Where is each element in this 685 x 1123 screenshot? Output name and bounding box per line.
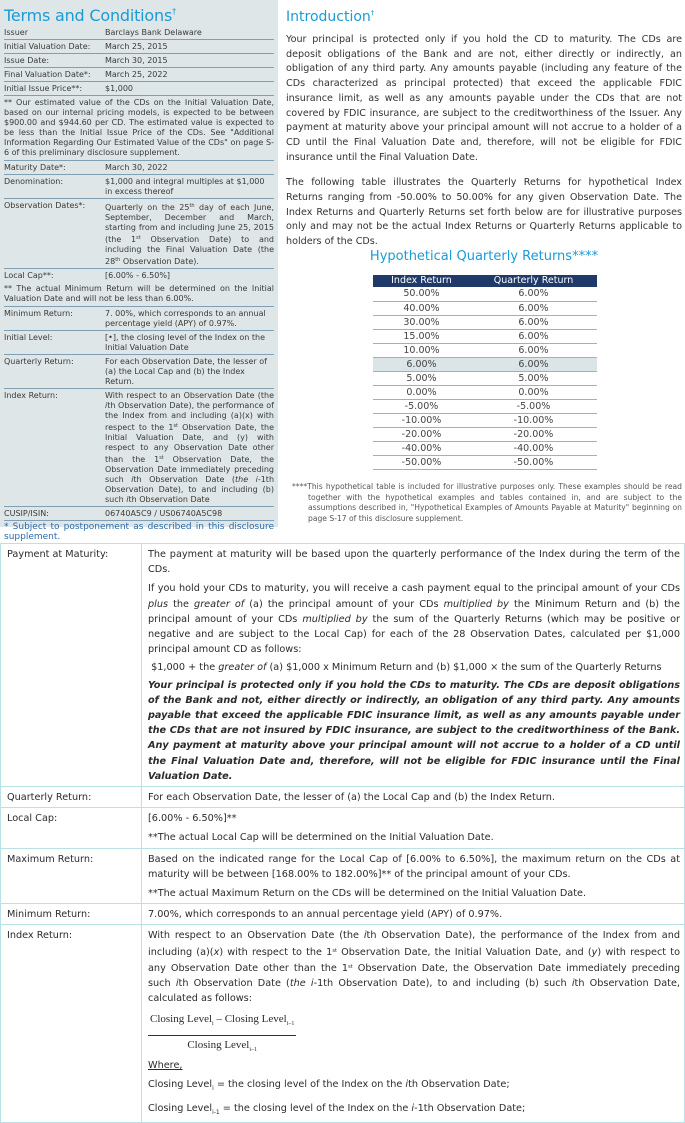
- index-return-formula: $\frac{Closing Level_i - Closing Level_{i-1}}{Closing Level_{i-1}}$: [150, 1013, 295, 1054]
- column-header-index-return: Index Return: [373, 275, 470, 287]
- terms-row: Issuer Barclays Bank Delaware: [4, 26, 274, 40]
- table-row: [373, 315, 597, 329]
- table-row: [373, 399, 597, 413]
- definition-closing-level-i: Closing Level$_i$ = the closing level of the Index on the ith Observation Date;: [148, 1079, 510, 1093]
- index-return-cell: 15.00%: [373, 329, 470, 343]
- quarterly-return-cell: 6.00%: [470, 301, 597, 315]
- index-return-cell: -50.00%: [373, 455, 470, 469]
- details-row-index-return: Index Return: With respect to an Observation Date (the ith Observation Date), the performance of the Index from and including (a)(x) with respect to the 1st Observation Date, the Initial Valuation Date, and (y) with respect to any Observation Date other than the 1st Observation Date, the Observation Date immediately preceding such ith Observation Date (the i-1th Observation Date), to and including (b) such ith Observation Date, calculated as follows: $\frac{Closing Level_i - Closing Level_{i-1}}{Closing Level_{i-1}}$ Where, Closing Level$_i$ = the closing level of the Index on the ith Observation Date; Closing Level$_{i-1}$ = the closing level of the Index on the i-1th Observation Date;: [1, 925, 685, 1122]
- terms-row-observation-dates: Observation Dates*: Quarterly on the 25th day of each June, September, December and March, starting from and including June 25, 2015 (the 1st Observation Date) to and including the Final Valuation Date (the 28th Observation Date).: [4, 199, 274, 269]
- introduction-section: [286, 4, 682, 250]
- table-row: [373, 301, 597, 315]
- index-return-cell: 6.00%: [373, 357, 470, 371]
- quarterly-return-cell: -5.00%: [470, 399, 597, 413]
- quarterly-return-cell: -20.00%: [470, 427, 597, 441]
- introduction-paragraph-2: The following table illustrates the Quarterly Returns for hypothetical Index Returns ranging from -50.00% to 50.00% for any given Observation Date. The Index Returns and Quarterly Returns set forth below are for illustrative purposes only and may not be the actual Index Returns or Quarterly Returns applicable to holders of the CDs.: [286, 177, 682, 248]
- terms-and-conditions-panel: [0, 0, 278, 542]
- table-row: [373, 329, 597, 343]
- table-row: [373, 413, 597, 427]
- terms-row: Initial Valuation Date: March 25, 2015: [4, 40, 274, 54]
- quarterly-return-cell: 6.00%: [470, 315, 597, 329]
- terms-row: Issue Date: March 30, 2015: [4, 54, 274, 68]
- quarterly-return-cell: -10.00%: [470, 413, 597, 427]
- terms-row-denomination: Denomination: $1,000 and integral multiples at $1,000 in excess thereof: [4, 175, 274, 199]
- index-return-cell: 50.00%: [373, 287, 470, 301]
- principal-protection-warning: Your principal is protected only if you hold the CDs to maturity. The CDs are deposit obligations of the Bank and not, either directly or indirectly, an obligation of any third party. Any amounts payable that exceed the applicable FDIC insurance limit, as well as any amounts payable under the CDs that are not insured by FDIC insurance, are subject to the creditworthiness of the Bank. Any payment at maturity above your principal amount will not accrue to a holder of a CD until the Final Valuation Date and, therefore, will not be eligible for FDIC insurance until the Final Valuation Date.: [148, 679, 680, 782]
- quarterly-return-cell: 0.00%: [470, 385, 597, 399]
- index-return-cell: -40.00%: [373, 441, 470, 455]
- table-row: [373, 371, 597, 385]
- index-return-cell: -5.00%: [373, 399, 470, 413]
- index-return-cell: 10.00%: [373, 343, 470, 357]
- details-row-quarterly-return: Quarterly Return: For each Observation Date, the lesser of (a) the Local Cap and (b) the Index Return.: [1, 787, 685, 808]
- hypothetical-returns-table: [373, 275, 597, 470]
- table-row: [373, 357, 597, 371]
- quarterly-return-cell: 6.00%: [470, 287, 597, 301]
- index-return-cell: -10.00%: [373, 413, 470, 427]
- quarterly-return-cell: -40.00%: [470, 441, 597, 455]
- table-row: [373, 427, 597, 441]
- index-return-cell: 30.00%: [373, 315, 470, 329]
- details-row-minimum-return: Minimum Return: 7.00%, which corresponds to an annual percentage yield (APY) of 0.97%.: [1, 904, 685, 925]
- details-row-local-cap: Local Cap: [6.00% - 6.50%]** **The actual Local Cap will be determined on the Initial Valuation Date.: [1, 808, 685, 848]
- terms-row-index-return: Index Return: With respect to an Observation Date (the ith Observation Date), the performance of the Index from and including (a)(x) with respect to the 1st Observation Date, the Initial Valuation Date, and (y) with respect to any Observation Date other than the 1st Observation Date, the Observation Date immediately preceding such ith Observation Date (the i-1th Observation Date), to and including (b) such ith Observation Date: [4, 389, 274, 507]
- hypothetical-table-title: Hypothetical Quarterly Returns****: [369, 249, 599, 264]
- quarterly-return-cell: 6.00%: [470, 343, 597, 357]
- details-row-maximum-return: Maximum Return: Based on the indicated range for the Local Cap of [6.00% to 6.50%], the maximum return on the CDs at maturity will be between [168.00% to 182.00%]** of the principal amount of your CDs. **The actual Maximum Return on the CDs will be determined on the Initial Valuation Date.: [1, 848, 685, 904]
- payment-formula: $1,000 + the greater of (a) $1,000 x Minimum Return and (b) $1,000 × the sum of the Quarterly Returns: [151, 662, 662, 674]
- definition-closing-level-i-1: Closing Level$_{i-1}$ = the closing level of the Index on the i-1th Observation Date;: [148, 1102, 526, 1116]
- index-return-cell: 40.00%: [373, 301, 470, 315]
- index-return-cell: 0.00%: [373, 385, 470, 399]
- terms-row-initial-level: Initial Level: [•], the closing level of the Index on the Initial Valuation Date: [4, 331, 274, 355]
- details-table: [0, 543, 685, 1123]
- index-return-cell: 5.00%: [373, 371, 470, 385]
- where-label: Where,: [148, 1060, 183, 1072]
- hypothetical-table-note: ****This hypothetical table is included for illustrative purposes only. These examples should be read together with the hypothetical examples and tables contained in, and are subject to the assumptions described in, "Hypothetical Examples of Amounts Payable at Maturity" beginning on page S-17 of this disclosure supplement.: [292, 482, 682, 523]
- introduction-paragraph-1: Your principal is protected only if you hold the CD to maturity. The CDs are deposit obligations of the Bank and are not, either directly or indirectly, an obligation of any third party. Any amounts payable (including any feature of the CDs characterized as principal protected) that exceed the applicable FDIC insurance limit, as well as any amounts payable under the CDs that are not covered by FDIC insurance, are subject to the creditworthiness of the Issuer. Any payment at maturity above your principal amount will not accrue to a holder of a CD until the Final Valuation Date and, therefore, will not be eligible for FDIC insurance until the Final Valuation Date.: [286, 34, 682, 163]
- quarterly-return-cell: 5.00%: [470, 371, 597, 385]
- terms-row-minimum-return: Minimum Return: 7. 00%, which corresponds to an annual percentage yield (APY) of 0.97%.: [4, 307, 274, 331]
- estimated-value-note: ** Our estimated value of the CDs on the Initial Valuation Date, based on our internal pricing models, is expected to be between $900.00 and $944.60 per CD. The estimated value is expected to be less than the Initial Issue Price of the CDs. See "Additional Information Regarding Our Estimated Value of the CDs" on page S-6 of this preliminary disclosure supplement.: [4, 96, 274, 161]
- postponement-footnote: * Subject to postponement as described in this disclosure supplement.: [4, 522, 274, 542]
- table-row: [373, 441, 597, 455]
- quarterly-return-cell: -50.00%: [470, 455, 597, 469]
- table-row: [373, 455, 597, 469]
- terms-row-quarterly-return: Quarterly Return: For each Observation Date, the lesser of (a) the Local Cap and (b) the Index Return.: [4, 355, 274, 389]
- min-return-note: ** The actual Minimum Return will be determined on the Initial Valuation Date and will not be less than 6.00%.: [4, 282, 274, 307]
- index-return-cell: -20.00%: [373, 427, 470, 441]
- table-row: [373, 343, 597, 357]
- quarterly-return-cell: 6.00%: [470, 329, 597, 343]
- column-header-quarterly-return: Quarterly Return: [470, 275, 597, 287]
- terms-title: Terms and Conditions†: [4, 6, 176, 25]
- table-row: [373, 385, 597, 399]
- table-row: [373, 287, 597, 301]
- details-row-payment-at-maturity: Payment at Maturity: The payment at maturity will be based upon the quarterly performance of the Index during the term of the CDs. If you hold your CDs to maturity, you will receive a cash payment equal to the principal amount of your CDs plus the greater of (a) the principal amount of your CDs multiplied by the Minimum Return and (b) the principal amount of your CDs multiplied by the sum of the Quarterly Returns (which may be positive or negative and are subject to the Local Cap) for each of the 28 Observation Dates, calculated per $1,000 principal amount CD as follows: $1,000 + the greater of (a) $1,000 x Minimum Return and (b) $1,000 × the sum of the Quarterly Returns Your principal is protected only if you hold the CDs to maturity. The CDs are deposit obligations of the Bank and not, either directly or indirectly, an obligation of any third party. Any amounts payable that exceed the applicable FDIC insurance limit, as well as any amounts payable under the CDs that are not insured by FDIC insurance, are subject to the creditworthiness of the Bank. Any payment at maturity above your principal amount will not accrue to a holder of a CD until the Final Valuation Date and, therefore, will not be eligible for FDIC insurance until the Final Valuation Date.: [1, 544, 685, 787]
- quarterly-return-cell: 6.00%: [470, 357, 597, 371]
- terms-row: Initial Issue Price**: $1,000: [4, 82, 274, 96]
- terms-row-local-cap: Local Cap**: [6.00% - 6.50%]: [4, 271, 171, 280]
- terms-row: Final Valuation Date*: March 25, 2022: [4, 68, 274, 82]
- terms-row-cusip: CUSIP/ISIN: 06740A5C9 / US06740A5C98: [4, 507, 274, 521]
- introduction-title: Introduction†: [286, 9, 375, 25]
- terms-row-maturity: Maturity Date*: March 30, 2022: [4, 161, 274, 175]
